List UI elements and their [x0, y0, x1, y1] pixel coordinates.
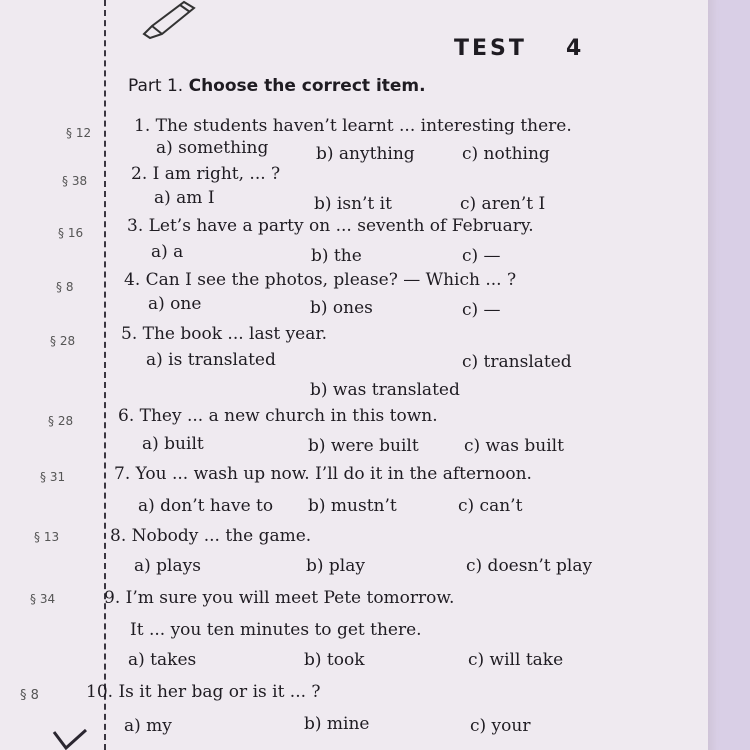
section-ref: § 28	[50, 334, 76, 348]
option-a: a) is translated	[146, 350, 276, 370]
option-b: b) was translated	[310, 380, 460, 400]
question-text: 4. Can I see the photos, please? — Which ... ?	[124, 270, 517, 290]
option-c: c) doesn’t play	[466, 556, 593, 576]
question-text: 5. The book ... last year.	[121, 324, 328, 344]
section-ref: § 13	[34, 530, 60, 544]
section-ref: § 12	[66, 126, 92, 140]
section-ref: § 34	[30, 592, 56, 606]
question-text: 2. I am right, ... ?	[131, 164, 281, 184]
test-number: 4	[566, 36, 582, 61]
section-ref: § 8	[56, 280, 74, 294]
test-title: TEST	[454, 36, 527, 61]
option-b: b) the	[311, 246, 362, 266]
page-edge	[708, 0, 718, 750]
option-c: c) will take	[468, 650, 564, 670]
option-c: c) nothing	[462, 144, 550, 164]
option-b: b) mine	[304, 714, 370, 734]
option-c: c) your	[470, 716, 531, 736]
option-c: c) —	[462, 300, 501, 320]
option-c: c) aren’t I	[460, 194, 546, 214]
part-label: Part 1.	[128, 76, 184, 96]
option-c: c) was built	[464, 436, 564, 456]
question-text: 10. Is it her bag or is it ... ?	[86, 682, 321, 702]
section-ref: § 8	[20, 688, 39, 703]
option-a: a) built	[142, 434, 204, 454]
question-text: 3. Let’s have a party on ... seventh of February.	[127, 216, 534, 236]
checkmark-icon	[52, 728, 88, 750]
option-b: b) ones	[310, 298, 373, 318]
section-ref: § 31	[40, 470, 66, 484]
option-c: c) can’t	[458, 496, 523, 516]
question-text: 6. They ... a new church in this town.	[118, 406, 438, 426]
option-a: a) my	[124, 716, 172, 736]
option-b: b) isn’t it	[314, 194, 392, 214]
part-heading	[128, 76, 426, 96]
option-c: c) —	[462, 246, 501, 266]
option-b: b) mustn’t	[308, 496, 397, 516]
section-ref: § 28	[48, 414, 74, 428]
option-b: b) were built	[308, 436, 419, 456]
option-a: a) takes	[128, 650, 197, 670]
question-text: 7. You ... wash up now. I’ll do it in the afternoon.	[114, 464, 532, 484]
question-text: 9. I’m sure you will meet Pete tomorrow.	[104, 588, 455, 608]
option-a: a) something	[156, 138, 269, 158]
option-a: a) plays	[134, 556, 201, 576]
part-instruction: Choose the correct item.	[188, 76, 426, 96]
option-b: b) took	[304, 650, 365, 670]
margin-dashed-line	[104, 0, 106, 750]
option-c: c) translated	[462, 352, 572, 372]
option-a: a) a	[151, 242, 184, 262]
option-a: a) one	[148, 294, 202, 314]
question-text: 8. Nobody ... the game.	[110, 526, 312, 546]
option-a: a) am I	[154, 188, 215, 208]
question-text-line2: It ... you ten minutes to get there.	[130, 620, 422, 640]
option-b: b) play	[306, 556, 365, 576]
option-b: b) anything	[316, 144, 415, 164]
pencil-icon	[140, 0, 200, 40]
section-ref: § 38	[62, 174, 88, 188]
option-a: a) don’t have to	[138, 496, 274, 516]
question-text: 1. The students haven’t learnt ... interesting there.	[134, 116, 572, 136]
section-ref: § 16	[58, 226, 84, 240]
